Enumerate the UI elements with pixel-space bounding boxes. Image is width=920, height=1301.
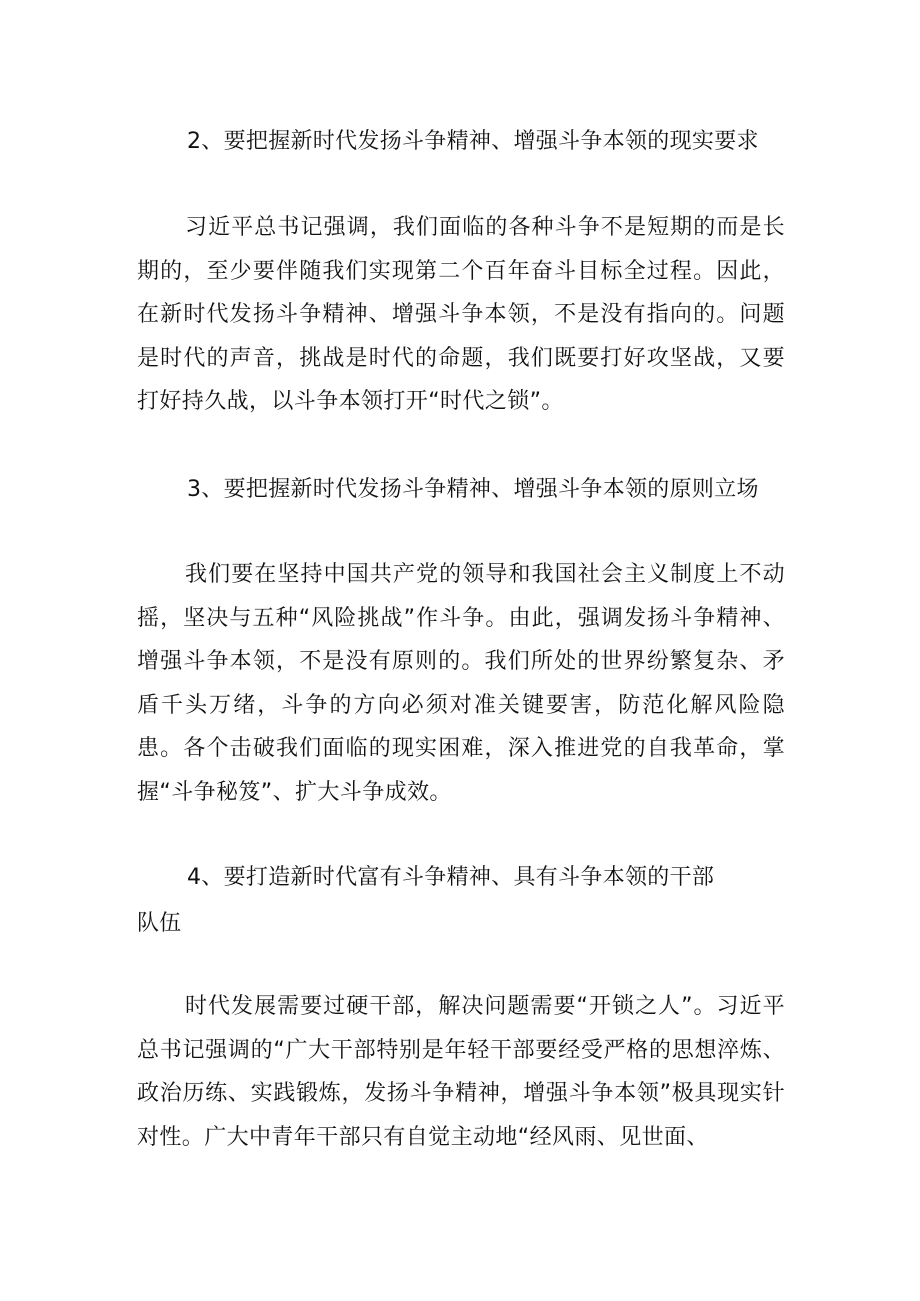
section-heading-4: 4、要打造新时代富有斗争精神、具有斗争本领的干部 [187,865,715,890]
section-paragraph-4: 时代发展需要过硬干部，解决问题需要“开锁之人”。习近平总书记强调的“广大干部特别是年轻干部要经受严格的思想淬炼、政治历练、实践锻炼，发扬斗争精神，增强斗争本领”极具现实针对性。广大中青年干部只有自觉主动地“经风雨、见世面、 [137,994,785,1150]
section-heading-2: 2、要把握新时代发扬斗争精神、增强斗争本领的现实要求 [187,129,759,154]
section-paragraph-3: 我们要在坚持中国共产党的领导和我国社会主义制度上不动摇，坚决与五种“风险挑战”作斗争。由此，强调发扬斗争精神、增强斗争本领，不是没有原则的。我们所处的世界纷繁复杂、矛盾千头万绪，斗争的方向必须对准关键要害，防范化解风险隐患。各个击破我们面临的现实困难，深入推进党的自我革命，掌握“斗争秘笈”、扩大斗争成效。 [137,562,785,805]
section-paragraph-2: 习近平总书记强调，我们面临的各种斗争不是短期的而是长期的，至少要伴随我们实现第二个百年奋斗目标全过程。因此，在新时代发扬斗争精神、增强斗争本领，不是没有指向的。问题是时代的声音，挑战是时代的命题，我们既要打好攻坚战，又要打好持久战，以斗争本领打开“时代之锁”。 [137,215,785,414]
section-heading-3: 3、要把握新时代发扬斗争精神、增强斗争本领的原则立场 [187,477,759,502]
section-heading-4-continuation: 队伍 [137,911,182,936]
